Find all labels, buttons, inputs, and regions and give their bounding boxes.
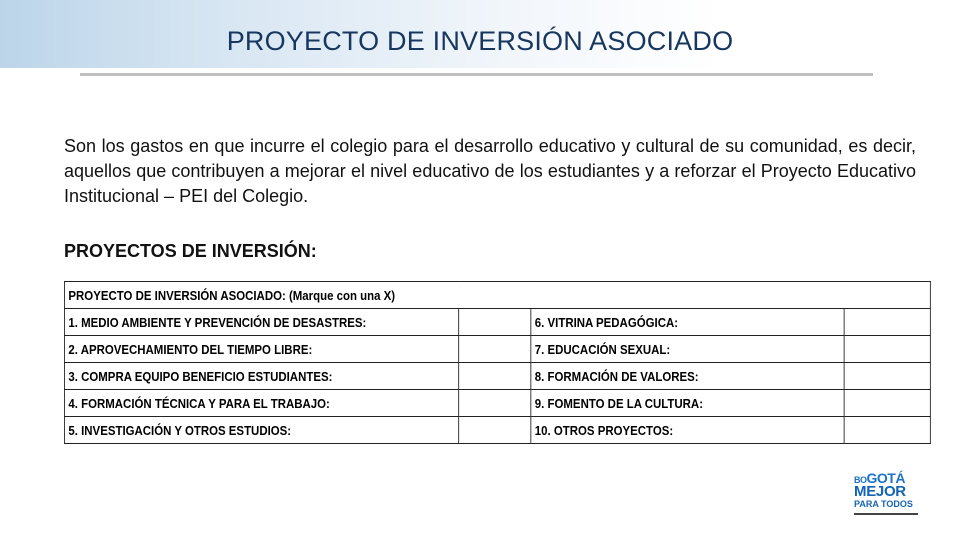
title-divider	[80, 73, 873, 76]
mark-cell[interactable]	[459, 390, 531, 417]
bogota-logo	[850, 466, 922, 522]
mark-cell[interactable]	[459, 336, 531, 363]
project-label: 10. OTROS PROYECTOS:	[531, 417, 844, 444]
project-label: 6. VITRINA PEDAGÓGICA:	[531, 309, 844, 336]
section-heading: PROYECTOS DE INVERSIÓN:	[64, 241, 317, 261]
mark-cell[interactable]	[459, 417, 531, 444]
table-row	[64, 417, 930, 444]
table-header-row	[64, 282, 930, 309]
projects-table	[64, 281, 931, 444]
project-label: 1. MEDIO AMBIENTE Y PREVENCIÓN DE DESASTRES:	[64, 309, 458, 336]
table-row	[64, 336, 930, 363]
logo-line-2: MEJOR	[854, 483, 906, 500]
table-row	[64, 390, 930, 417]
mark-cell[interactable]	[844, 363, 930, 390]
project-label: 8. FORMACIÓN DE VALORES:	[531, 363, 844, 390]
mark-cell[interactable]	[844, 390, 930, 417]
project-label: 7. EDUCACIÓN SEXUAL:	[531, 336, 844, 363]
mark-cell[interactable]	[844, 336, 930, 363]
project-label: 2. APROVECHAMIENTO DEL TIEMPO LIBRE:	[64, 336, 458, 363]
mark-cell[interactable]	[844, 417, 930, 444]
project-label: 4. FORMACIÓN TÉCNICA Y PARA EL TRABAJO:	[64, 390, 458, 417]
project-label: 3. COMPRA EQUIPO BENEFICIO ESTUDIANTES:	[64, 363, 458, 390]
logo-line-3: PARA TODOS	[854, 499, 913, 509]
mark-cell[interactable]	[844, 309, 930, 336]
project-label: 9. FOMENTO DE LA CULTURA:	[531, 390, 844, 417]
table-header: PROYECTO DE INVERSIÓN ASOCIADO: (Marque con una X)	[64, 282, 930, 309]
project-label: 5. INVESTIGACIÓN Y OTROS ESTUDIOS:	[64, 417, 458, 444]
logo-underline	[854, 513, 918, 515]
table-row	[64, 363, 930, 390]
intro-paragraph: Son los gastos en que incurre el colegio para el desarrollo educativo y cultural de su comunidad, es decir, aquellos que contribuyen a mejorar el nivel educativo de los estudiantes y a reforzar el Proyecto Educativo Institucional – PEI del Colegio.	[64, 136, 916, 206]
logo-line-1: BOGOTÁ	[854, 470, 905, 486]
slide-title: PROYECTO DE INVERSIÓN ASOCIADO	[226, 26, 734, 56]
table-row	[64, 309, 930, 336]
mark-cell[interactable]	[459, 363, 531, 390]
mark-cell[interactable]	[459, 309, 531, 336]
